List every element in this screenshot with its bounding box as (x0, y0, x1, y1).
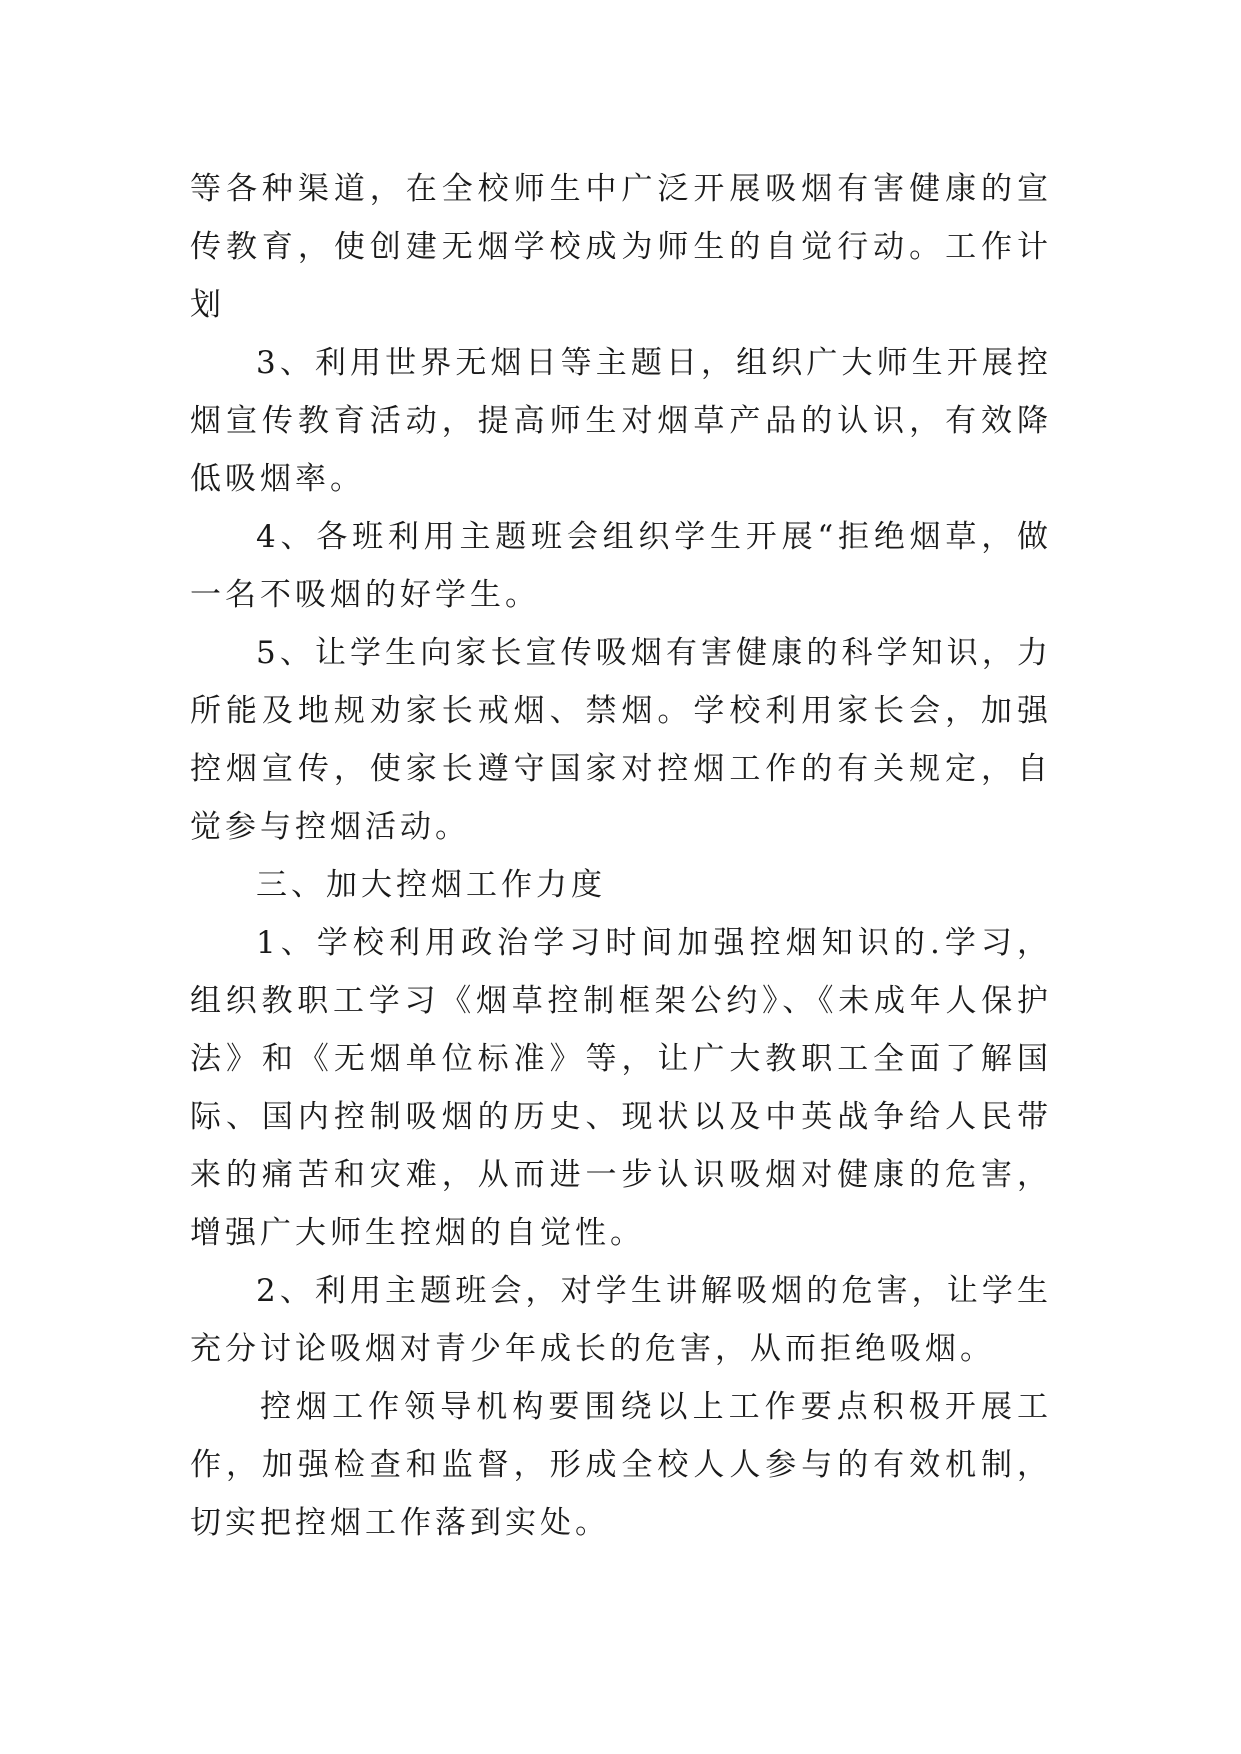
paragraph-section3-item-2: 2、利用主题班会，对学生讲解吸烟的危害，让学生充分讨论吸烟对青少年成长的危害，从而拒绝吸烟。 (190, 1273, 1052, 1367)
document-body (190, 160, 1052, 1552)
paragraph-conclusion: 控烟工作领导机构要围绕以上工作要点积极开展工作，加强检查和监督，形成全校人人参与的有效机制，切实把控烟工作落到实处。 (190, 1389, 1052, 1541)
paragraph-item-3: 3、利用世界无烟日等主题日，组织广大师生开展控烟宣传教育活动，提高师生对烟草产品的认识，有效降低吸烟率。 (190, 345, 1052, 497)
paragraph-item-4: 4、各班利用主题班会组织学生开展“拒绝烟草，做一名不吸烟的好学生。 (190, 519, 1052, 613)
paragraph-item-5: 5、让学生向家长宣传吸烟有害健康的科学知识，力所能及地规劝家长戒烟、禁烟。学校利用家长会，加强控烟宣传，使家长遵守国家对控烟工作的有关规定，自觉参与控烟活动。 (190, 635, 1052, 845)
paragraph-section3-item-1: 1、学校利用政治学习时间加强控烟知识的.学习，组织教职工学习《烟草控制框架公约》、《未成年人保护法》和《无烟单位标准》等，让广大教职工全面了解国际、国内控制吸烟的历史、现状以及中英战争给人民带来的痛苦和灾难，从而进一步认识吸烟对健康的危害，增强广大师生控烟的自觉性。 (190, 925, 1052, 1251)
section-heading-3: 三、加大控烟工作力度 (256, 867, 606, 903)
paragraph-continuation: 等各种渠道，在全校师生中广泛开展吸烟有害健康的宣传教育，使创建无烟学校成为师生的自觉行动。工作计划 (190, 171, 1052, 323)
